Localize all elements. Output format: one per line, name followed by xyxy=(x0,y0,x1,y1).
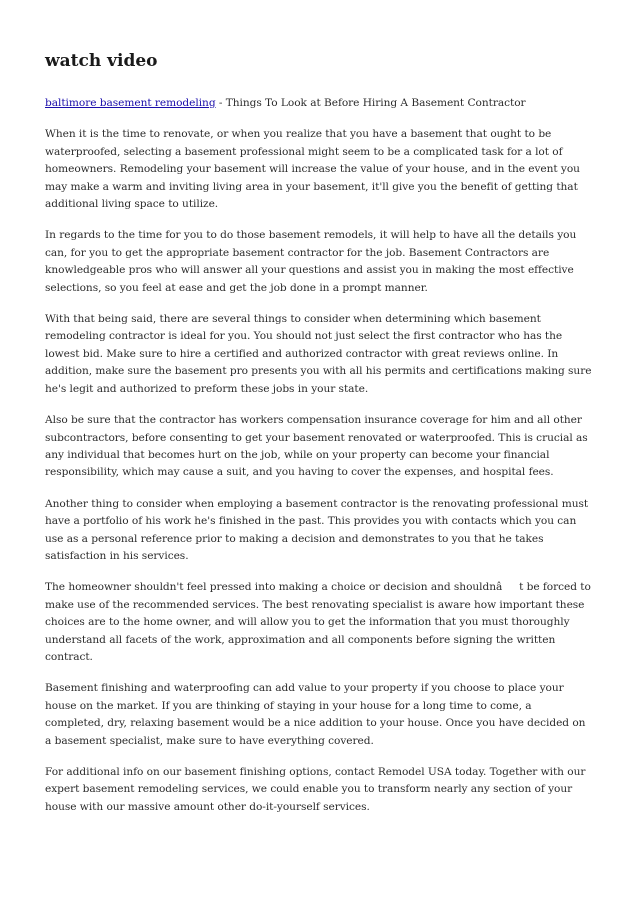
paragraph-3: With that being said, there are several things to consider when determining which basement remodeling contractor is ideal for you. You should not just select the first contractor who has the lowest bid. Make sure to hire a certified and authorized contractor with great reviews online. In addition, make sure the basement pro presents you with all his permits and certifications making sure he's legit and authorized to preform these jobs in your state. xyxy=(45,313,592,395)
paragraph-7: Basement finishing and waterproofing can add value to your property if you choose to place your house on the market. If you are thinking of staying in your house for a long time to come, a completed, dry, relaxing basement would be a nice addition to your house. Once you have decided on a basement specialist, make sure to have everything covered. xyxy=(45,682,586,747)
paragraph-6: The homeowner shouldn't feel pressed into making a choice or decision and shouldnât be forced to make use of the recommended services. The best renovating specialist is aware how important these choices are to the home owner, and will allow you to get the information that you must thoroughly understand all facets of the work, approximation and all components before signing the written contract. xyxy=(45,581,591,663)
page-title: watch video xyxy=(45,51,158,71)
document-content xyxy=(45,50,593,830)
baltimore-basement-remodeling-link[interactable]: baltimore basement remodeling xyxy=(45,97,216,109)
paragraph-2: In regards to the time for you to do those basement remodels, it will help to have all the details you can, for you to get the appropriate basement contractor for the job. Basement Contractors are knowledgeable pros who will answer all your questions and assist you in making the most effective selections, so you feel at ease and get the job done in a prompt manner. xyxy=(45,229,577,294)
paragraph-4: Also be sure that the contractor has workers compensation insurance coverage for him and all other subcontractors, before consenting to get your basement renovated or waterproofed. This is crucial as any individual that becomes hurt on the job, while on your property can become your financial responsibility, which may cause a suit, and you having to cover the expenses, and hospital fees. xyxy=(45,414,588,479)
paragraph-5: Another thing to consider when employing a basement contractor is the renovating professional must have a portfolio of his work he's finished in the past. This provides you with contacts which you can use as a personal reference prior to making a decision and demonstrates to you that he takes satisfaction in his services. xyxy=(45,497,589,562)
paragraph-8: For additional info on our basement finishing options, contact Remodel USA today. Together with our expert basement remodeling services, we could enable you to transform nearly any section of your house with our massive amount other do-it-yourself services. xyxy=(45,766,586,813)
paragraph-1: When it is the time to renovate, or when you realize that you have a basement that ought to be waterproofed, selecting a basement professional might seem to be a complicated task for a lot of homeowners. Remodeling your basement will increase the value of your house, and in the event you may make a warm and inviting living area in your basement, it'll give you the benefit of getting that additional living space to utilize. xyxy=(45,128,580,211)
intro-paragraph xyxy=(45,95,593,112)
intro-text: - Things To Look at Before Hiring A Basement Contractor xyxy=(215,97,526,109)
